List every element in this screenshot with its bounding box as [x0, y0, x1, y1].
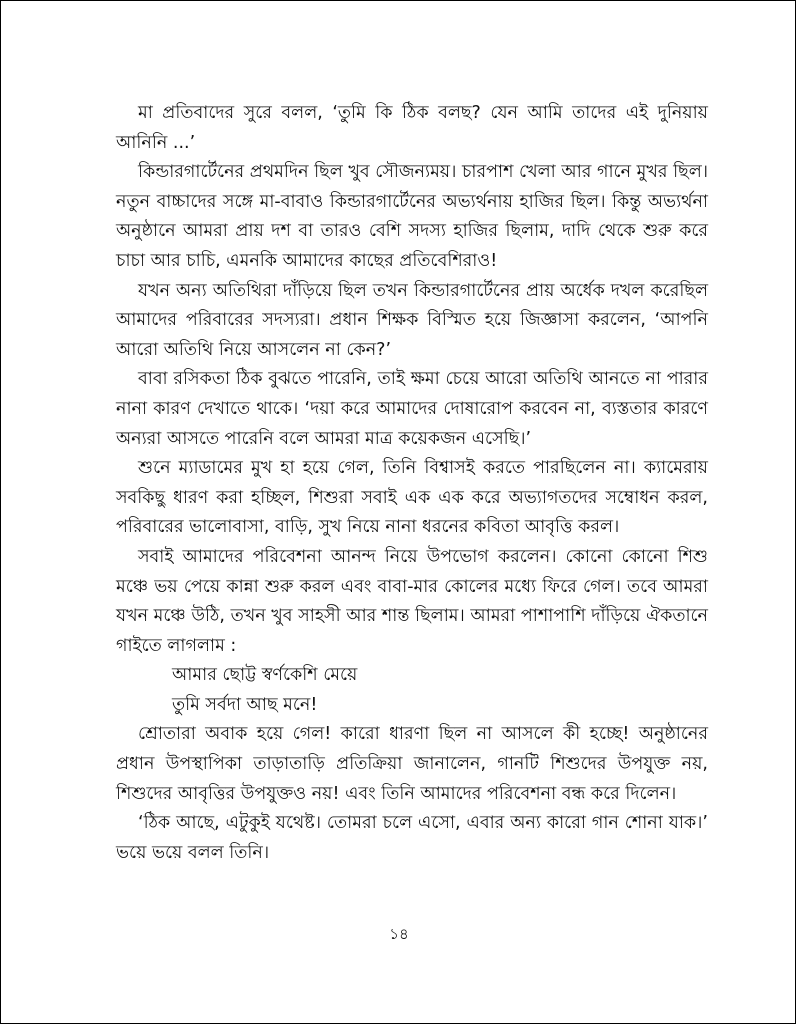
paragraph-3: যখন অন্য অতিথিরা দাঁড়িয়ে ছিল তখন কিন্ডারগার্টেনের প্রায় অর্ধেক দখল করেছিল আমাদের পরিবারের সদস্যরা। প্রধান শিক্ষক বিস্মিত হয়ে জিজ্ঞাসা করলেন, ‘আপনি আরো অতিথি নিয়ে আসলেন না কেন?’	[116, 280, 708, 360]
paragraph-5: শুনে ম্যাডামের মুখ হা হয়ে গেল, তিনি বিশ্বাসই করতে পারছিলেন না। ক্যামেরায় সবকিছু ধারণ করা হচ্ছিল, শিশুরা সবাই এক এক করে অভ্যাগতদের সম্বোধন করল, পরিবারের ভালোবাসা, বাড়ি, সুখ নিয়ে নানা ধরনের কবিতা আবৃত্তি করল।	[116, 458, 708, 538]
paragraph-4: বাবা রসিকতা ঠিক বুঝতে পারেনি, তাই ক্ষমা চেয়ে আরো অতিথি আনতে না পারার নানা কারণ দেখাতে থাকে। ‘দয়া করে আমাদের দোষারোপ করবেন না, ব্যস্ততার কারণে অন্যরা আসতে পারেনি বলে আমরা মাত্র কয়েকজন এসেছি।’	[116, 369, 708, 449]
paragraph-8: ‘ঠিক আছে, এটুকুই যথেষ্ট। তোমরা চলে এসো, এবার অন্য কারো গান শোনা যাক।’ ভয়ে ভয়ে বলল তিনি।	[116, 813, 708, 863]
page-body	[116, 99, 708, 868]
verse-line-2: তুমি সর্বদা আছ মনে!	[172, 694, 318, 715]
paragraph-7: শ্রোতারা অবাক হয়ে গেল! কারো ধারণা ছিল না আসলে কী হচ্ছে! অনুষ্ঠানের প্রধান উপস্থাপিকা তাড়াতাড়ি প্রতিক্রিয়া জানালেন, গানটি শিশুদের উপযুক্ত নয়, শিশুদের আবৃত্তির উপযুক্তও নয়! এবং তিনি আমাদের পরিবেশনা বন্ধ করে দিলেন।	[116, 724, 708, 804]
page-number: ১৪	[389, 925, 409, 943]
verse-line-1: আমার ছোট্ট স্বর্ণকেশি মেয়ে	[172, 665, 358, 686]
paragraph-2: কিন্ডারগার্টেনের প্রথমদিন ছিল খুব সৌজন্যময়। চারপাশ খেলা আর গানে মুখর ছিল। নতুন বাচ্চাদের সঙ্গে মা-বাবাও কিন্ডারগার্টেনের অভ্যর্থনায় হাজির ছিল। কিন্তু অভ্যর্থনা অনুষ্ঠানে আমরা প্রায় দশ বা তারও বেশি সদস্য হাজির ছিলাম, দাদি থেকে শুরু করে চাচা আর চাচি, এমনকি আমাদের কাছের প্রতিবেশিরাও!	[116, 162, 708, 271]
paragraph-1: মা প্রতিবাদের সুরে বলল, ‘তুমি কি ঠিক বলছ? যেন আমি তাদের এই দুনিয়ায় আনিনি ...’	[116, 103, 708, 153]
paragraph-6: সবাই আমাদের পরিবেশনা আনন্দ নিয়ে উপভোগ করলেন। কোনো কোনো শিশু মঞ্চে ভয় পেয়ে কান্না শুরু করল এবং বাবা-মার কোলের মধ্যে ফিরে গেল। তবে আমরা যখন মঞ্চে উঠি, তখন খুব সাহসী আর শান্ত ছিলাম। আমরা পাশাপাশি দাঁড়িয়ে ঐকতানে গাইতে লাগলাম :	[116, 546, 708, 656]
